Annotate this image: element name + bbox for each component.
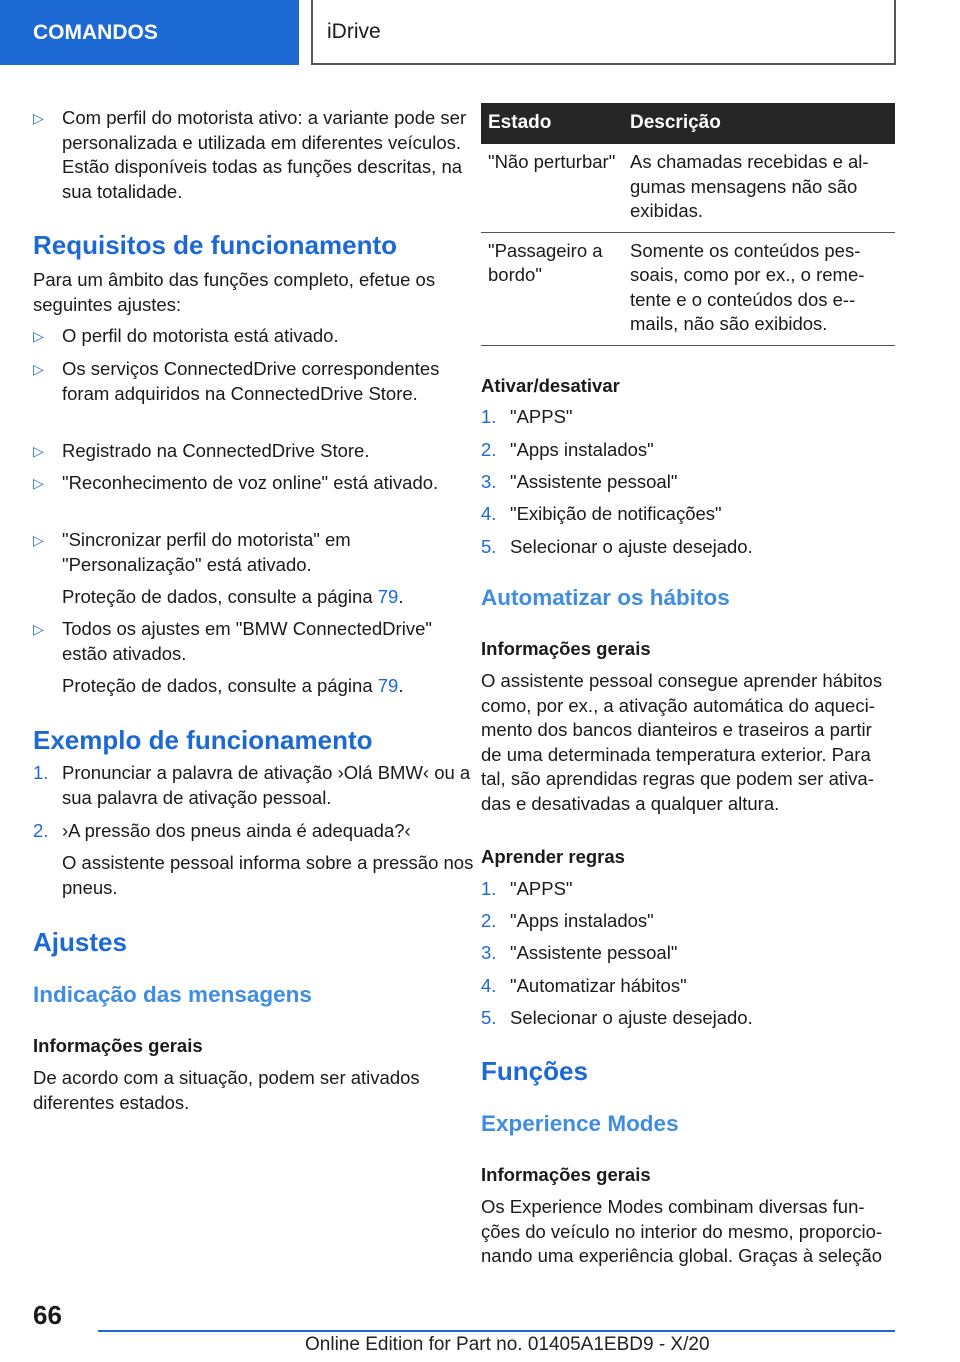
- page-number: 66: [33, 1300, 62, 1330]
- messages-text: De acordo com a situação, podem ser ativados diferentes estados.: [33, 1067, 420, 1113]
- footer-divider: [98, 1330, 895, 1332]
- functions-heading: Funções: [481, 1056, 588, 1086]
- cross-reference: Proteção de dados, consulte a página 79.: [62, 586, 404, 607]
- list-item: 5. Selecionar o ajuste desejado.: [481, 536, 753, 557]
- table-row: [481, 232, 895, 345]
- page-link[interactable]: 79: [377, 586, 399, 607]
- triangle-bullet-icon: ▷: [33, 328, 44, 344]
- section-title: COMANDOS: [33, 20, 158, 44]
- triangle-bullet-icon: ▷: [33, 621, 44, 637]
- list-item: 3. "Assistente pessoal": [481, 942, 678, 963]
- cross-reference: Proteção de dados, consulte a página 79.: [62, 675, 404, 696]
- requirements-heading: Requisitos de funcionamento: [33, 230, 398, 260]
- general-info-heading: Informações gerais: [33, 1035, 203, 1056]
- list-item: ▷ Os serviços ConnectedDrive correspondentes foram adquiridos na ConnectedDrive Store.: [33, 358, 440, 404]
- list-item: 1. Pronunciar a palavra de ativação ›Olá BMW‹ ou a sua palavra de ativação pessoal.: [33, 762, 471, 808]
- table-cell: "Não perturbar": [481, 144, 623, 232]
- section-tab: [0, 0, 299, 65]
- list-item: 4. "Exibição de notificações": [481, 503, 722, 524]
- triangle-bullet-icon: ▷: [33, 110, 44, 126]
- list-item: 2. "Apps instalados": [481, 910, 654, 931]
- footer-edition: Online Edition for Part no. 01405A1EBD9 - X/20: [305, 1334, 710, 1355]
- page-link[interactable]: 79: [377, 675, 399, 696]
- triangle-bullet-icon: ▷: [33, 443, 44, 459]
- column-header-status: Estado: [481, 103, 623, 144]
- experience-modes-text: Os Experience Modes combinam diversas funções do veículo no interior do mesmo, proporcionando uma experiência global. Graças à seleção: [481, 1196, 883, 1266]
- list-item: ▷ "Reconhecimento de voz online" está ativado.: [33, 471, 478, 496]
- example-heading: Exemplo de funcionamento: [33, 725, 373, 755]
- list-item: ▷ "Sincronizar perfil do motorista" em "Personalização" está ativado.: [33, 529, 351, 575]
- chapter-title: iDrive: [327, 19, 381, 43]
- table-row: [481, 144, 895, 232]
- chapter-tab: [311, 0, 896, 65]
- list-item: 1. "APPS": [481, 406, 573, 427]
- list-item: ▷ Todos os ajustes em "BMW ConnectedDrive" estão ativados.: [33, 618, 432, 664]
- table-cell: As chamadas recebidas e algumas mensagens não são exibidas.: [623, 144, 895, 232]
- automate-text: O assistente pessoal consegue aprender hábitos como, por ex., a ativação automática do aquecimento dos bancos dianteiros e traseiros a partir de uma determinada temperatura exterior. Para tal, são aprendidas regras que podem ser ativadas e desativadas a qualquer altura.: [481, 670, 883, 814]
- triangle-bullet-icon: ▷: [33, 475, 44, 491]
- list-item: 4. "Automatizar hábitos": [481, 975, 687, 996]
- triangle-bullet-icon: ▷: [33, 361, 44, 377]
- list-item: 5. Selecionar o ajuste desejado.: [481, 1007, 753, 1028]
- status-table: [481, 103, 895, 346]
- list-item: 1. "APPS": [481, 878, 573, 899]
- step-note: O assistente pessoal informa sobre a pressão nos pneus.: [62, 852, 474, 898]
- table-cell: Somente os conteúdos pessoais, como por ex., o remetente e o conteúdos dos e-mails, não são exibidos.: [623, 232, 895, 345]
- settings-heading: Ajustes: [33, 927, 127, 957]
- general-info-heading: Informações gerais: [481, 638, 651, 659]
- table-cell: "Passageiro a bordo": [481, 232, 623, 345]
- automate-heading: Automatizar os hábitos: [481, 585, 730, 610]
- list-item: ▷ Registrado na ConnectedDrive Store.: [33, 439, 478, 464]
- messages-heading: Indicação das mensagens: [33, 982, 312, 1007]
- general-info-heading: Informações gerais: [481, 1164, 651, 1185]
- activate-heading: Ativar/desativar: [481, 375, 620, 396]
- list-item: ▷ O perfil do motorista está ativado.: [33, 324, 478, 349]
- list-item: 2. "Apps instalados": [481, 439, 654, 460]
- intro-bullet: ▷ Com perfil do motorista ativo: a variante pode ser personalizada e utilizada em diferentes veículos. Estão disponíveis todas as funções descritas, na sua totalidade.: [33, 107, 467, 202]
- experience-modes-heading: Experience Modes: [481, 1111, 679, 1136]
- learn-rules-heading: Aprender regras: [481, 846, 625, 867]
- list-item: 3. "Assistente pessoal": [481, 471, 678, 492]
- column-header-description: Descrição: [623, 103, 895, 144]
- triangle-bullet-icon: ▷: [33, 532, 44, 548]
- requirements-intro: Para um âmbito das funções completo, efetue os seguintes ajustes:: [33, 269, 436, 315]
- list-item: 2. ›A pressão dos pneus ainda é adequada?‹: [33, 820, 411, 841]
- table-header-row: [481, 103, 895, 144]
